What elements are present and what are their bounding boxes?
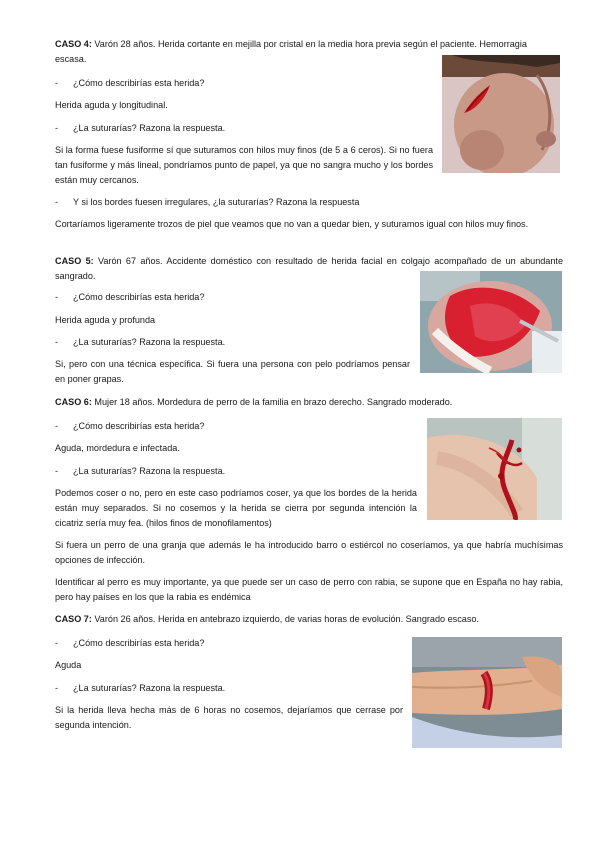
caso5-answer-2: Si, pero con una técnica específica. Si fuera una persona con pelo podríamos pensar en poner grapas. [55, 359, 410, 384]
caso4-question-3: - Y si los bordes fuesen irregulares, ¿la suturarías? Razona la respuesta [55, 197, 360, 207]
caso7-forearm-wound-photo [412, 637, 562, 748]
caso6-question-1: - ¿Cómo describirías esta herida? [55, 421, 205, 431]
caso4-question-1: - ¿Cómo describirías esta herida? [55, 78, 205, 88]
caso7-title: CASO 7: [55, 614, 92, 624]
caso6-answer-2: Podemos coser o no, pero en este caso podríamos coser, ya que los bordes de la herida están muy separados. Si no cosemos y la herida se cierra por segunda intención la cicatriz sería muy fea. (hilos finos de monofilamentos) [55, 488, 417, 528]
caso4-intro-line2: escasa. [55, 54, 87, 64]
caso7-intro: CASO 7: Varón 26 años. Herida en antebrazo izquierdo, de varias horas de evolución. Sangrado escaso. [55, 614, 479, 624]
caso7-question-1: - ¿Cómo describirías esta herida? [55, 638, 205, 648]
caso5-facial-flap-photo [420, 271, 562, 373]
caso6-answer-4: Identificar al perro es muy importante, ya que puede ser un caso de perro con rabia, se supone que en España no hay rabia, pero hay países en los que la rabia es endémica [55, 577, 563, 602]
caso4-intro-line1: CASO 4: Varón 28 años. Herida cortante en mejilla por cristal en la media hora previa según el paciente. Hemorragia [55, 39, 527, 49]
caso6-question-2: - ¿La suturarías? Razona la respuesta. [55, 466, 226, 476]
caso4-answer-3: Cortaríamos ligeramente trozos de piel que veamos que no van a quedar bien, y suturamos igual con hilos muy finos. [55, 219, 529, 229]
caso4-answer-2: Si la forma fuese fusiforme sí que suturamos con hilos muy finos (de 5 a 6 ceros). Si no fuera tan fusiforme y más lineal, pondríamos punto de papel, ya que no sangra mucho y los bordes están muy cercanos. [55, 145, 433, 185]
caso4-answer-1: Herida aguda y longitudinal. [55, 100, 168, 110]
caso4-question-2: - ¿La suturarías? Razona la respuesta. [55, 123, 226, 133]
caso4-title: CASO 4: [55, 39, 92, 49]
caso7-answer-2: Si la herida lleva hecha más de 6 horas no cosemos, dejaríamos que cerrase por segunda intención. [55, 705, 403, 730]
caso7-question-2: - ¿La suturarías? Razona la respuesta. [55, 683, 226, 693]
caso5-question-2: - ¿La suturarías? Razona la respuesta. [55, 337, 226, 347]
caso6-dog-bite-photo [427, 418, 562, 520]
caso5-answer-1: Herida aguda y profunda [55, 315, 156, 325]
caso6-intro: CASO 6: Mujer 18 años. Mordedura de perro de la familia en brazo derecho. Sangrado moderado. [55, 397, 453, 407]
caso4-cheek-wound-photo [442, 55, 560, 173]
caso5-question-1: - ¿Cómo describirías esta herida? [55, 292, 205, 302]
caso6-title: CASO 6: [55, 397, 92, 407]
caso5-intro: CASO 5: Varón 67 años. Accidente doméstico con resultado de herida facial en colgajo acompañado de un abundante sangrado. [55, 256, 564, 281]
caso5-title: CASO 5: [55, 256, 94, 266]
caso6-answer-1: Aguda, mordedura e infectada. [55, 443, 180, 453]
caso7-answer-1: Aguda [55, 660, 82, 670]
caso6-answer-3: Si fuera un perro de una granja que además le ha introducido barro o estiércol no coseríamos, ya que habría muchísimas opciones de infección. [55, 540, 563, 565]
